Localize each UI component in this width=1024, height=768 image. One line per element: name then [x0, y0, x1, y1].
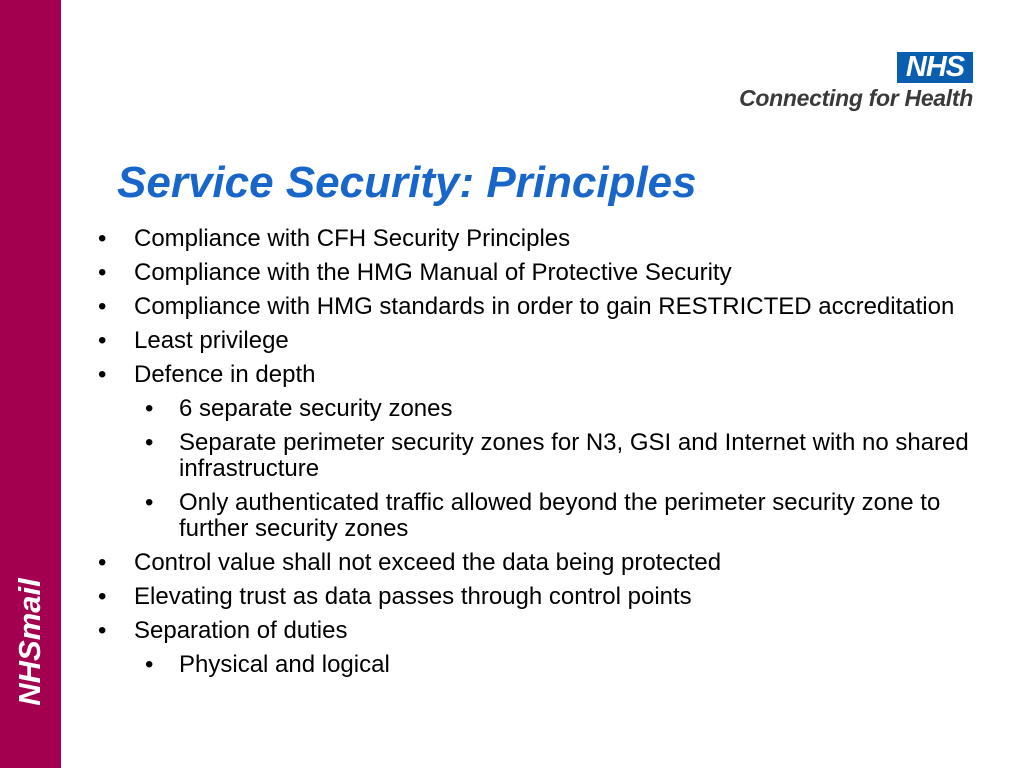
sidebar-band: [0, 0, 61, 768]
bullet-text: Separation of duties: [134, 617, 348, 644]
bullet-item: [98, 260, 978, 286]
connecting-for-health-text: Connecting for Health: [739, 85, 973, 111]
nhsmail-brand: NHSmail: [12, 578, 47, 706]
bullet-dot: •: [98, 293, 107, 320]
bullet-item: [98, 294, 978, 320]
bullet-item: [98, 584, 978, 610]
sub-bullet-item: [98, 396, 978, 422]
bullet-item: [98, 618, 978, 644]
bullet-dot: •: [98, 583, 107, 610]
bullet-item: [98, 550, 978, 576]
sub-bullet-item: [98, 490, 978, 542]
bullet-text: Elevating trust as data passes through control points: [134, 583, 692, 610]
nhs-logo-box: NHS: [897, 52, 973, 83]
sub-bullet-item: [98, 652, 978, 678]
bullet-dot: •: [145, 395, 154, 422]
bullet-text: Control value shall not exceed the data being protected: [134, 549, 722, 576]
bullet-dot: •: [98, 225, 107, 252]
bullet-list: [98, 226, 978, 686]
bullet-dot: •: [98, 549, 107, 576]
bullet-text: Compliance with HMG standards in order to gain RESTRICTED accreditation: [134, 293, 955, 320]
bullet-dot: •: [145, 489, 154, 516]
bullet-text: Only authenticated traffic allowed beyond the perimeter security zone to further security zones: [179, 489, 941, 542]
bullet-item: [98, 328, 978, 354]
sub-bullet-item: [98, 430, 978, 482]
bullet-text: Defence in depth: [134, 361, 316, 388]
slide-title: Service Security: Principles: [117, 158, 697, 207]
bullet-text: Compliance with CFH Security Principles: [134, 225, 571, 252]
nhs-cfh-logo: [706, 52, 976, 114]
bullet-dot: •: [145, 651, 154, 678]
bullet-text: Compliance with the HMG Manual of Protective Security: [134, 259, 732, 286]
bullet-text: Physical and logical: [179, 651, 390, 678]
bullet-dot: •: [98, 361, 107, 388]
bullet-text: Separate perimeter security zones for N3, GSI and Internet with no shared infrastructure: [179, 429, 969, 482]
bullet-dot: •: [98, 259, 107, 286]
bullet-dot: •: [98, 617, 107, 644]
bullet-dot: •: [145, 429, 154, 456]
bullet-dot: •: [98, 327, 107, 354]
bullet-text: 6 separate security zones: [179, 395, 453, 422]
bullet-text: Least privilege: [134, 327, 289, 354]
bullet-item: [98, 362, 978, 388]
bullet-item: [98, 226, 978, 252]
